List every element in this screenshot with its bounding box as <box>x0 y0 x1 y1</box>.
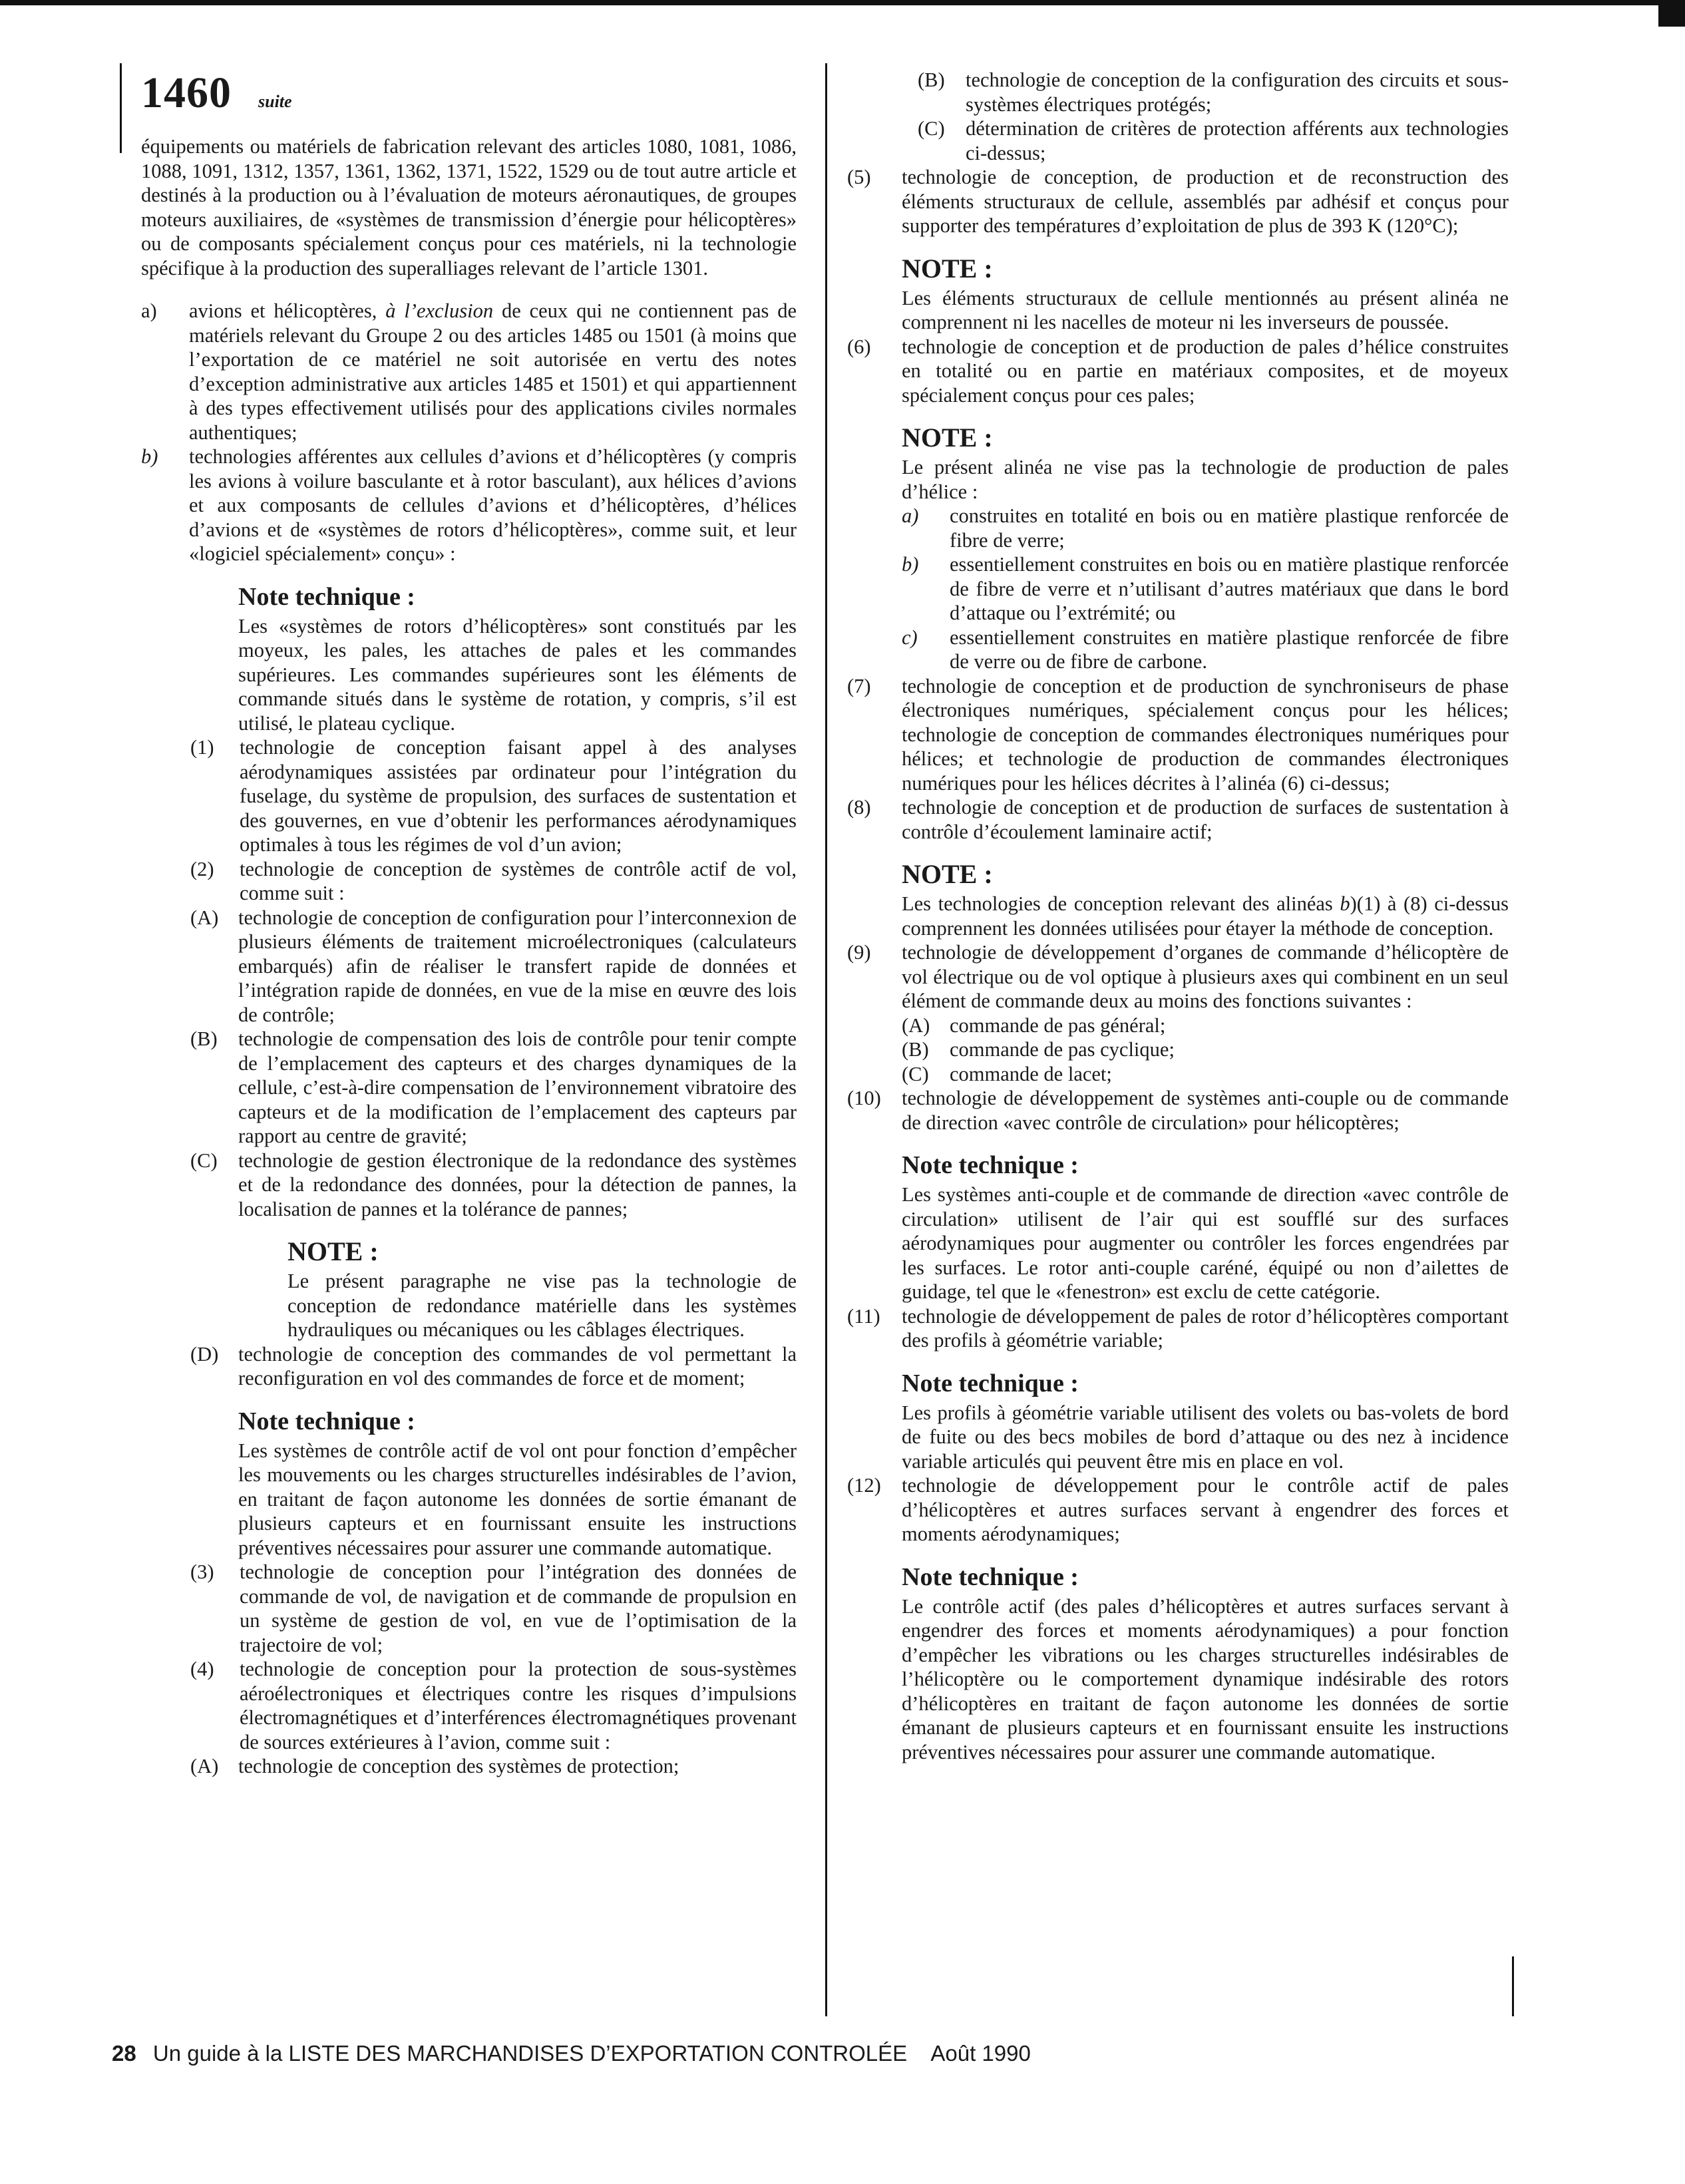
item-a <box>141 299 797 445</box>
note-heading: Note technique : <box>902 1151 1079 1179</box>
article-suite-label: suite <box>258 92 292 111</box>
item-9 <box>847 940 1509 1013</box>
item-label: (C) <box>902 1062 929 1085</box>
note-text-italic: b <box>1340 892 1350 915</box>
item-text: technologie de développement pour le contrôle actif de pales d’hélicoptères et autres surfaces servant à engendrer des forces et moments aérodynamiques; <box>902 1474 1509 1545</box>
note-text: Le présent paragraphe ne vise pas la technologie de conception de redondance matérielle dans les systèmes hydrauliques ou mécaniques ou les câblages électriques. <box>287 1270 797 1341</box>
publication-title: Un guide à la LISTE DES MARCHANDISES D’EXPORTATION CONTROLÉE <box>152 2041 908 2066</box>
item-text: technologie de conception de systèmes de contrôle actif de vol, comme suit : <box>240 857 797 904</box>
note-item-a <box>902 504 1509 552</box>
item-2d <box>190 1342 797 1391</box>
item-2c <box>190 1149 797 1222</box>
item-label: (11) <box>847 1304 880 1328</box>
item-text: technologie de conception et de production de synchroniseurs de phase électroniques numériques, spécialement conçus pour les hélices; technologie de conception de commandes électroniques numériques pour hélices; et technologie de production de commandes électroniques numériques pour les hélices décrites à l’alinéa (6) ci-dessus; <box>902 674 1509 795</box>
item-text: technologie de conception et de production de pales d’hélice construites en totalité ou en partie en matériaux composites, et de moyeux spécialement conçus pour ces pales; <box>902 335 1509 407</box>
item-10 <box>847 1086 1509 1135</box>
note-heading: Note technique : <box>238 582 415 611</box>
item-3 <box>190 1560 797 1657</box>
technical-note-4 <box>902 1367 1509 1474</box>
item-label: c) <box>902 626 918 649</box>
item-label: (7) <box>847 674 871 697</box>
item-4c <box>918 116 1509 165</box>
note-text: Le présent alinéa ne vise pas la technologie de production de pales d’hélice : <box>902 456 1509 503</box>
item-5 <box>847 165 1509 238</box>
left-column <box>141 67 797 1779</box>
item-text: technologie de conception et de production de surfaces de sustentation à contrôle d’écoulement laminaire actif; <box>902 796 1509 843</box>
item-4 <box>190 1657 797 1754</box>
item-label: (A) <box>190 906 219 929</box>
item-1 <box>190 735 797 857</box>
item-text <box>189 299 797 445</box>
item-label: (6) <box>847 335 871 358</box>
item-text: technologie de gestion électronique de la redondance des systèmes et de la redondance des données, pour la détection de pannes, la localisation de pannes et la tolérance de pannes; <box>238 1149 797 1220</box>
note-text <box>902 892 1509 940</box>
item-label: (3) <box>190 1560 214 1583</box>
article-number: 1460 <box>141 69 232 117</box>
item-7 <box>847 674 1509 796</box>
note-item-c <box>902 626 1509 674</box>
item-label: a) <box>141 299 157 322</box>
item-text: essentiellement construites en bois ou en matière plastique renforcée de fibre de verre et n’utilisant d’autres matériaux que dans le bord d’attaque ou l’extrémité; ou <box>950 553 1509 624</box>
item-text: technologie de conception de la configuration des circuits et sous-systèmes électriques protégés; <box>966 69 1509 116</box>
note-text-part: )(1) à (8) ci-dessus comprennent les données utilisées pour étayer la méthode de conception. <box>902 892 1509 940</box>
note-heading: NOTE : <box>902 253 993 283</box>
item-text: technologie de conception des systèmes de protection; <box>238 1755 679 1777</box>
item-text: commande de lacet; <box>950 1062 1112 1085</box>
note-heading: Note technique : <box>902 1369 1079 1397</box>
item-2 <box>190 857 797 906</box>
note-heading: NOTE : <box>287 1236 379 1266</box>
technical-note-1 <box>238 581 797 736</box>
item-label: (C) <box>918 117 945 140</box>
item-label: (B) <box>190 1027 218 1050</box>
technical-note-2 <box>238 1405 797 1560</box>
note-text: Les systèmes anti-couple et de commande de direction «avec contrôle de circulation» utilisent de l’air qui est soufflé sur des surfaces aérodynamiques pour augmenter ou contrôler les forces engendrées par les surfaces. Le rotor anti-couple caréné, équipé ou non d’ailettes de guidage, tel que le «fenestron» est exclu de cette catégorie. <box>902 1183 1509 1303</box>
note-text: Le contrôle actif (des pales d’hélicoptères et autres surfaces servant à engendrer des forces et moments aérodynamiques) a pour fonction d’empêcher les vibrations ou les charges structurelles indésirables de l’hélicoptère ou le comportement dynamique indésirable des rotors d’hélicoptères en traitant de façon autonome les données de sortie émanant de plusieurs capteurs et en fournissant ensuite les instructions préventives nécessaires pour assurer une commande automatique. <box>902 1594 1509 1763</box>
note-4 <box>902 858 1509 940</box>
item-label: (12) <box>847 1474 881 1497</box>
note-text-part: Les technologies de conception relevant des alinéas <box>902 892 1340 915</box>
item-label: (1) <box>190 736 214 759</box>
item-label: (8) <box>847 796 871 819</box>
page-footer <box>112 2040 1031 2067</box>
note-text: Les éléments structuraux de cellule mentionnés au présent alinéa ne comprennent ni les nacelles de moteur ni les inverseurs de poussée. <box>902 286 1509 333</box>
item-label: (10) <box>847 1087 881 1109</box>
item-text: technologie de conception des commandes de vol permettant la reconfiguration en vol des commandes de force et de moment; <box>238 1342 797 1389</box>
item-text: technologie de développement d’organes de commande d’hélicoptère de vol électrique ou de vol optique à plusieurs axes qui combinent en un seul élément de commande deux au moins des fonctions suivantes : <box>902 941 1509 1012</box>
intro-paragraph: équipements ou matériels de fabrication relevant des articles 1080, 1081, 1086, 1088, 1091, 1312, 1357, 1361, 1362, 1371, 1522, 1529 ou de tout autre article et destinés à la production ou à l’évaluation de moteurs aéronautiques, de groupes moteurs auxiliaires, de «systèmes de transmission d’énergie pour hélicoptères» ou de composants spécialement conçus pour ces matériels, ni la technologie spécifique à la production des superalliages relevant de l’article 1301. <box>141 135 797 279</box>
item-label: (B) <box>902 1038 929 1061</box>
column-divider <box>825 63 827 2016</box>
item-label: (B) <box>918 69 945 91</box>
item-text: commande de pas cyclique; <box>950 1038 1175 1061</box>
item-label: (2) <box>190 857 214 880</box>
item-text: technologie de développement de systèmes anti-couple ou de commande de direction «avec contrôle de circulation» pour hélicoptères; <box>902 1087 1509 1134</box>
item-text: détermination de critères de protection afférents aux technologies ci-dessus; <box>966 117 1509 164</box>
item-text: technologie de conception, de production et de reconstruction des éléments structuraux de cellule, assemblés par adhésif et conçus pour supporter des températures d’exploitation de plus de 393 K (120°C); <box>902 166 1509 237</box>
item-text-italic: à l’exclusion <box>385 299 494 322</box>
item-label: b) <box>902 553 919 576</box>
note-2 <box>902 253 1509 335</box>
item-6 <box>847 335 1509 408</box>
item-text: technologie de conception pour la protection de sous-systèmes aéroélectroniques et électriques contre les risques d’impulsions électromagnétiques et d’interférences électromagnétiques provenant de sources extérieures à l’avion, comme suit : <box>240 1658 797 1753</box>
note-text: Les systèmes de contrôle actif de vol ont pour fonction d’empêcher les mouvements ou les charges structurelles indésirables de l’avion, en traitant de façon autonome les données de sortie émanant de plusieurs capteurs et en fournissant ensuite les instructions préventives nécessaires pour assurer une commande automatique. <box>238 1439 797 1559</box>
publication-date: Août 1990 <box>930 2041 1031 2066</box>
note-heading: NOTE : <box>902 859 993 889</box>
item-text-part: de ceux qui ne contiennent pas de matériels relevant du Groupe 2 ou des articles 1485 ou 1501 (à moins que l’exportation de ce matériel ne soit autorisée en vertu des notes d’exception administrative aux articles 1485 et 1501) et qui appartiennent à des types effectivement utilisés pour des applications civiles normales authentiques; <box>189 299 797 444</box>
item-label: (A) <box>190 1755 219 1777</box>
item-2b <box>190 1027 797 1149</box>
item-text: technologies afférentes aux cellules d’avions et d’hélicoptères (y compris les avions à voilure basculante et à rotor basculant), aux hélices d’avions et aux composants de cellules d’avions et d’hélicoptères, d’hélices d’avions et de «systèmes de rotors d’hélicoptères», comme suit, et leur «logiciel spécialement» conçu» : <box>189 445 797 565</box>
item-text: construites en totalité en bois ou en matière plastique renforcée de fibre de verre; <box>950 504 1509 552</box>
item-text: technologie de conception de configuration pour l’interconnexion de plusieurs éléments de traitement microélectroniques (calculateurs embarqués) afin de réaliser le transfert rapide de données et l’intégration rapide de données, en vue de la mise en œuvre des lois de contrôle; <box>238 906 797 1026</box>
item-label: a) <box>902 504 919 527</box>
technical-note-3 <box>902 1149 1509 1304</box>
technical-note-5 <box>902 1561 1509 1765</box>
item-label: (C) <box>190 1149 218 1172</box>
note-item-b <box>902 552 1509 626</box>
note-heading: Note technique : <box>902 1562 1079 1591</box>
note-text: Les «systèmes de rotors d’hélicoptères» sont constitués par les moyeux, les pales, les attaches de pales et les commandes supérieures. Les commandes supérieures sont les éléments de commande situés dans le système de rotation, y compris, s’il est utilisé, le plateau cyclique. <box>238 614 797 735</box>
item-label: (A) <box>902 1013 930 1037</box>
item-label: (4) <box>190 1658 214 1680</box>
item-b <box>141 445 797 566</box>
item-text: technologie de développement de pales de rotor d’hélicoptères comportant des profils à géométrie variable; <box>902 1304 1509 1352</box>
right-column <box>847 68 1509 1764</box>
item-text: technologie de compensation des lois de contrôle pour tenir compte de l’emplacement des capteurs et des charges dynamiques de la cellule, c’est-à-dire compensation de l’environnement vibratoire des capteurs et de la modification de l’emplacement des capteurs par rapport au centre de gravité; <box>238 1027 797 1147</box>
article-header <box>141 67 797 120</box>
item-2a <box>190 906 797 1027</box>
item-label: (D) <box>190 1342 219 1365</box>
item-text: technologie de conception pour l’intégration des données de commande de vol, de navigation et de commande de propulsion en un système de gestion de vol, en vue de l’optimisation de la trajectoire de vol; <box>240 1560 797 1656</box>
page-number: 28 <box>112 2041 136 2066</box>
item-4a <box>190 1754 797 1779</box>
note-1 <box>287 1236 797 1342</box>
right-margin-rule <box>1512 1956 1514 2016</box>
note-text: Les profils à géométrie variable utilisent des volets ou bas-volets de bord de fuite ou des becs mobiles de bord d’attaque ou des nez à incidence variable articulés qui peuvent être mis en place en vol. <box>902 1401 1509 1473</box>
item-9c <box>902 1062 1509 1087</box>
item-8 <box>847 795 1509 844</box>
note-heading: NOTE : <box>902 423 993 453</box>
scan-corner-mark <box>1658 0 1685 27</box>
item-text-part: avions et hélicoptères, <box>189 299 386 322</box>
item-label: (9) <box>847 941 871 964</box>
item-4b <box>918 68 1509 116</box>
item-text: essentiellement construites en matière plastique renforcée de fibre de verre ou de fibre de carbone. <box>950 626 1509 673</box>
item-label: (5) <box>847 166 871 188</box>
item-12 <box>847 1473 1509 1547</box>
top-border-rule <box>0 0 1685 5</box>
note-heading: Note technique : <box>238 1407 415 1435</box>
note-3 <box>902 422 1509 674</box>
item-9b <box>902 1037 1509 1062</box>
item-11 <box>847 1304 1509 1353</box>
left-margin-rule <box>120 63 122 153</box>
item-text: commande de pas général; <box>950 1013 1166 1037</box>
item-9a <box>902 1013 1509 1038</box>
item-label: b) <box>141 445 158 468</box>
item-text: technologie de conception faisant appel à des analyses aérodynamiques assistées par ordinateur pour l’intégration du fuselage, du système de propulsion, des surfaces de sustentation et des gouvernes, en vue d’obtenir les performances aérodynamiques optimales à tous les régimes de vol d’un avion; <box>240 736 797 856</box>
